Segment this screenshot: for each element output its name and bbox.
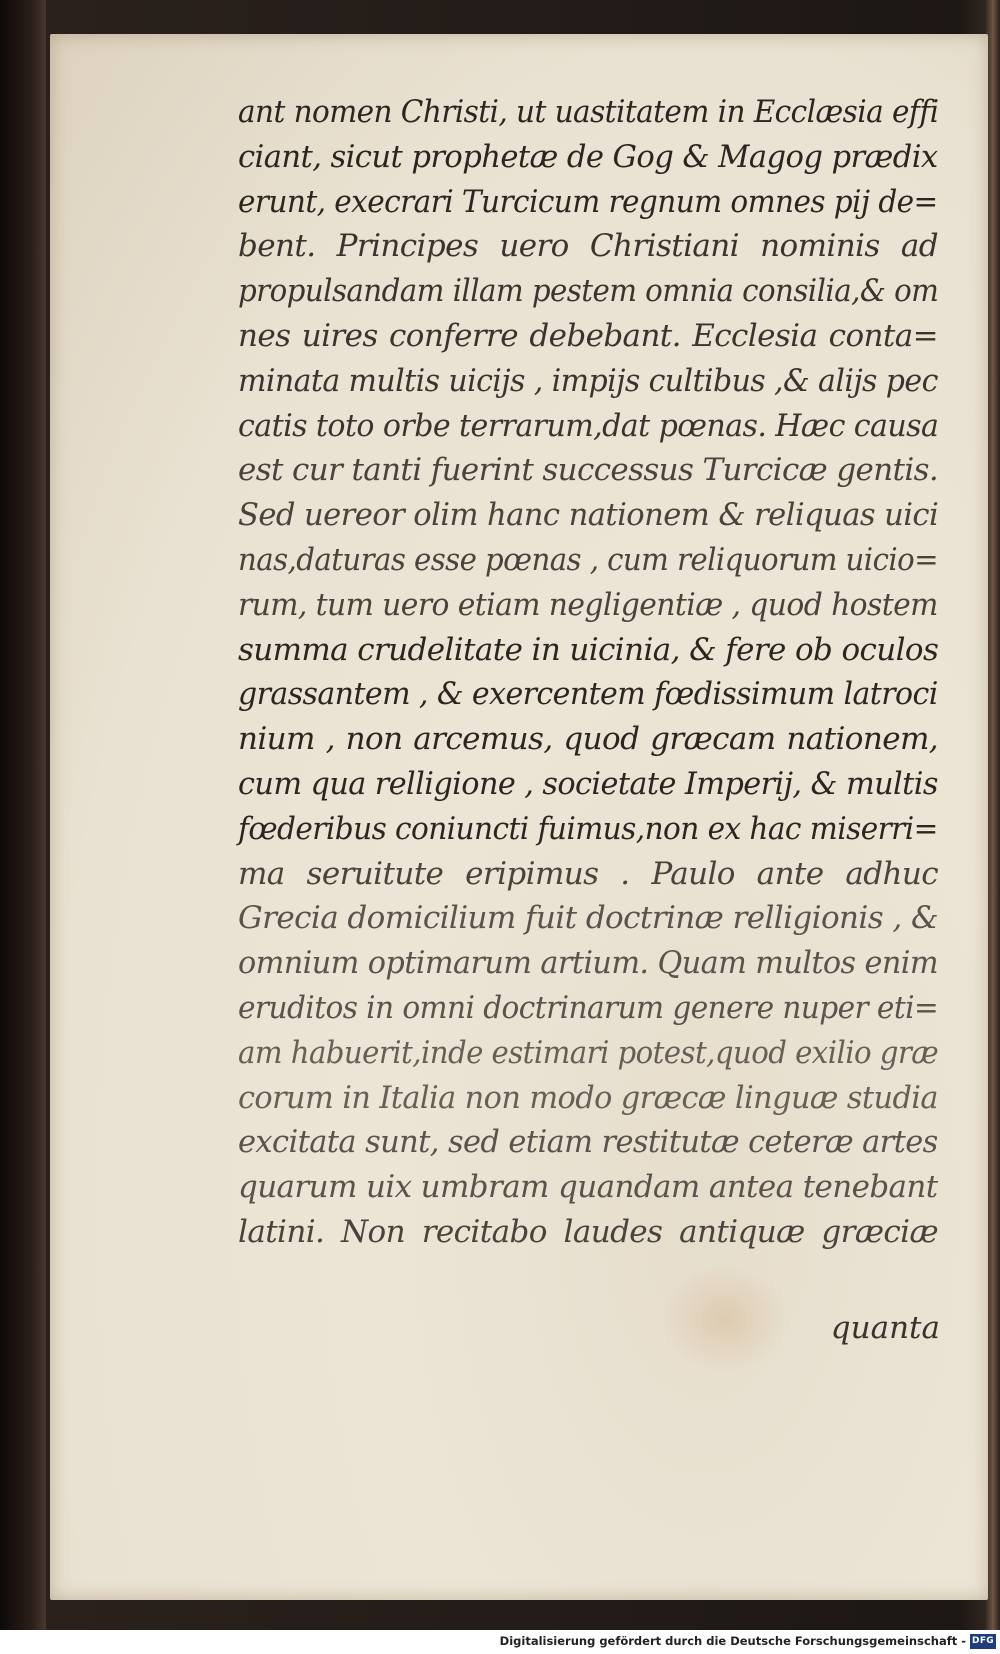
text-line: omnium optimarum artium. Quam multos enim (238, 945, 938, 982)
text-line: rum, tum uero etiam negligentiæ , quod hostem (238, 586, 938, 623)
text-line: am habuerit,inde estimari potest,quod exilio græ (238, 1034, 939, 1071)
catchword: quanta (830, 1310, 940, 1346)
text-line: eruditos in omni doctrinarum genere nuper eti= (238, 989, 939, 1026)
text-line: propulsandam illam pestem omnia consilia,& om (238, 273, 939, 310)
text-line: ma seruitute eripimus . Paulo ante adhuc (238, 855, 938, 892)
page-stack-edge (986, 0, 1000, 1630)
text-line: excitata sunt, sed etiam restitutæ ceteræ artes (238, 1124, 938, 1161)
text-line: corum in Italia non modo græcæ linguæ studia (238, 1079, 938, 1116)
text-line: catis toto orbe terrarum,dat pœnas. Hæc causa (238, 407, 939, 444)
text-line: fœderibus coniuncti fuimus,non ex hac miserri= (238, 810, 938, 847)
text-line: nium , non arcemus, quod græcam nationem, (238, 721, 938, 758)
funding-credit: Digitalisierung gefördert durch die Deutsche Forschungsgemeinschaft - (499, 1634, 966, 1648)
text-line: Sed uereor olim hanc nationem & reliquas uici (238, 497, 939, 534)
paper-stain (660, 1264, 790, 1374)
dfg-logo: DFG (970, 1634, 996, 1649)
text-line: minata multis uicijs , impijs cultibus ,& alijs pec (238, 362, 938, 399)
text-line: latini. Non recitabo laudes antiquæ græciæ (238, 1213, 938, 1250)
page-text-block (238, 90, 938, 1255)
text-line: Grecia domicilium fuit doctrinæ relligionis , & (238, 900, 938, 937)
text-line: nes uires conferre debebant. Ecclesia conta= (238, 317, 938, 354)
text-line: cum qua relligione , societate Imperij, & multis (238, 765, 938, 802)
text-line: erunt, execrari Turcicum regnum omnes pij de= (238, 183, 938, 220)
book-binding-edge (0, 0, 46, 1654)
text-line: quarum uix umbram quandam antea tenebant (238, 1169, 938, 1206)
text-line: summa crudelitate in uicinia, & fere ob oculos (238, 631, 939, 668)
text-line: grassantem , & exercentem fœdissimum latroci (238, 676, 938, 713)
text-line: est cur tanti fuerint successus Turcicæ gentis. (238, 452, 939, 489)
text-line: ant nomen Christi, ut uastitatem in Ecclæsia effi (238, 94, 939, 130)
text-line: bent. Principes uero Christiani nominis ad (238, 228, 938, 265)
text-line: nas,daturas esse pœnas , cum reliquorum uicio= (238, 541, 939, 578)
footer-bar (0, 1630, 1000, 1654)
text-line: ciant, sicut prophetæ de Gog & Magog prædix (238, 138, 938, 175)
